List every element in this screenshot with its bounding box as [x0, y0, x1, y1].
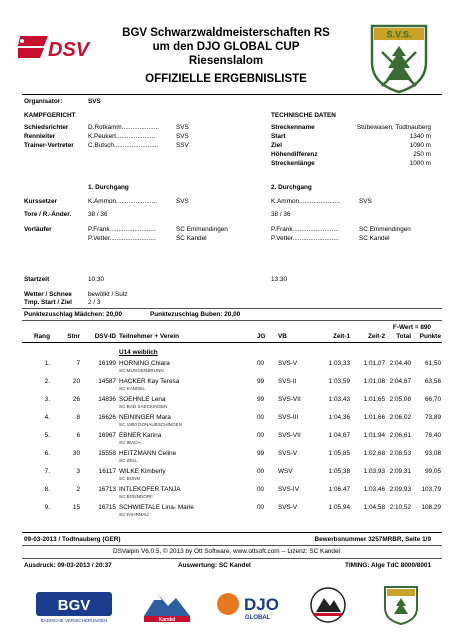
result-total: 2:09,31: [389, 468, 411, 475]
dsv-logo: [18, 32, 102, 66]
col-zeit1: Zeit-1: [332, 333, 350, 340]
result-dsv-id: 14836: [98, 396, 116, 403]
dsv-logo-text: DSV: [48, 39, 90, 61]
setter-label: Kurssetzer: [24, 198, 58, 205]
page-title-line-2: um den DJO GLOBAL CUP: [152, 41, 300, 53]
jury-name-race-director: K.Peukert......................: [88, 133, 156, 140]
tech-label-course-name: Streckenname: [271, 124, 315, 131]
kandel-logo-text: Kandel: [158, 617, 176, 623]
result-vb: SVS-II: [278, 378, 297, 385]
f-wert: F-Wert = 890: [392, 324, 431, 331]
result-club: SC 1900 DONAUESCHINGEN: [119, 421, 183, 427]
result-name: SCHWIETALE Lina- Marie: [119, 504, 194, 511]
page-title-line-1: BGV Schwarzwaldmeisterschaften RS: [122, 27, 330, 39]
footer-evaluation: Auswertung: SC Kandel: [178, 562, 251, 569]
footer-timing: TIMING: Alge TdC 8000/8001: [344, 562, 431, 569]
setter2-club: SVS: [359, 198, 372, 205]
result-rang: 2.: [44, 378, 50, 385]
tech-label-start: Start: [271, 133, 286, 140]
result-rang: 8.: [44, 486, 50, 493]
tech-value-vertical-drop: 250 m: [413, 151, 431, 158]
forerunner1-club-2: SC Kandel: [176, 235, 207, 242]
result-vb: SVS-V: [278, 504, 298, 511]
result-zeit2: 1:01,08: [363, 378, 385, 385]
jury-label-trainer-rep: Trainer-Vertreter: [24, 142, 74, 149]
result-jg: 99: [257, 450, 265, 457]
result-punkte: 93,08: [425, 450, 441, 457]
result-club: SC KANDEL: [119, 385, 146, 391]
result-vb: SVS-III: [278, 414, 299, 421]
forerunner2-name-1: P.Frank..........................: [271, 226, 339, 233]
jury-club-race-director: SVS: [176, 133, 189, 140]
result-zeit1: 1:04,67: [328, 432, 350, 439]
result-punkte: 78,40: [425, 432, 441, 439]
result-zeit2: 1:04,58: [363, 504, 385, 511]
setter1-name: K.Ammon.......................: [88, 198, 157, 205]
result-jg: 00: [257, 504, 265, 511]
result-stnr: 15: [72, 504, 80, 511]
bgv-logo-text: BGV: [57, 597, 91, 614]
forerunner2-club-1: SC Emmendingen: [359, 226, 411, 233]
result-total: 2:04,40: [389, 360, 411, 367]
start-time-label: Startzeit: [24, 276, 50, 283]
result-jg: 00: [257, 486, 265, 493]
result-dsv-id: 15558: [98, 450, 116, 457]
result-punkte: 108,29: [421, 504, 441, 511]
result-total: 2:09,93: [389, 486, 411, 493]
result-zeit2: 1:01,07: [363, 360, 385, 367]
result-jg: 99: [257, 378, 265, 385]
col-rang: Rang: [34, 333, 50, 340]
result-dsv-id: 14587: [98, 378, 116, 385]
jury-heading: KAMPFGERICHT: [24, 112, 76, 119]
result-punkte: 99,05: [425, 468, 441, 475]
result-zeit1: 1:03,43: [328, 396, 350, 403]
result-dsv-id: 16715: [98, 504, 116, 511]
weather-value: bewölkt / Sulz: [88, 291, 128, 298]
svs-crest-small-logo: [382, 584, 420, 626]
result-punkte: 103,79: [421, 486, 441, 493]
gates-label: Tore / R.-Änder.: [24, 211, 72, 218]
result-punkte: 66,70: [425, 396, 441, 403]
tech-value-course-length: 1000 m: [409, 160, 431, 167]
run2-heading: 2. Durchgang: [271, 184, 312, 191]
kandel-logo: [140, 586, 194, 624]
result-vb: SVS-VII: [278, 432, 301, 439]
result-name: HEITZMANN Celine: [119, 450, 177, 457]
result-zeit1: 1:03,33: [328, 360, 350, 367]
result-rang: 9.: [44, 504, 50, 511]
result-total: 2:06,61: [389, 432, 411, 439]
result-zeit1: 1:05,38: [328, 468, 350, 475]
result-stnr: 6: [76, 432, 80, 439]
result-zeit1: 1:05,85: [328, 450, 350, 457]
result-vb: SVS-VII: [278, 396, 301, 403]
result-total: 2:06,02: [389, 414, 411, 421]
result-total: 2:04,67: [389, 378, 411, 385]
result-punkte: 63,56: [425, 378, 441, 385]
result-total: 2:05,08: [389, 396, 411, 403]
result-vb: SVS-V: [278, 360, 298, 367]
djo-logo-subtext: GLOBAL: [245, 615, 271, 621]
tech-label-finish: Ziel: [271, 142, 283, 149]
result-name: INTLEKOFER TANJA: [119, 486, 181, 493]
start-time-run1: 10:30: [88, 276, 104, 283]
result-name: SOEHNLE Lena: [119, 396, 166, 403]
result-club: SC BAD SAECKINGEN: [119, 403, 168, 409]
result-dsv-id: 16117: [98, 468, 116, 475]
weather-label: Wetter / Schnee: [24, 291, 72, 298]
result-rang: 1.: [44, 360, 50, 367]
tech-heading: TECHNISCHE DATEN: [271, 112, 336, 119]
result-zeit1: 1:06,47: [328, 486, 350, 493]
result-punkte: 73,89: [425, 414, 441, 421]
forerunner2-name-2: P.Vetter..........................: [271, 235, 339, 242]
bgv-logo-subtext: BADISCHE VERSICHERUNGEN: [40, 618, 108, 623]
forerunner1-name-1: P.Frank..........................: [88, 226, 156, 233]
penalty-boys: Punktezuschlag Buben: 20,00: [150, 311, 241, 318]
result-name: WILKE Kimberly: [119, 468, 166, 475]
result-stnr: 2: [76, 486, 80, 493]
result-club: SC IBACH: [119, 439, 141, 445]
result-jg: 00: [257, 414, 265, 421]
gates-run2: 38 / 36: [271, 211, 291, 218]
result-name: HORNING Chiara: [119, 360, 170, 367]
forerunner1-club-1: SC Emmendingen: [176, 226, 228, 233]
footer-date-location: 09-03-2013 / Todtnauberg (GER): [24, 536, 121, 543]
category-heading: U14 weiblich: [119, 349, 158, 356]
result-zeit2: 1:03,93: [363, 468, 385, 475]
result-jg: 99: [257, 396, 265, 403]
result-zeit2: 1:01,66: [363, 414, 385, 421]
organizer-value: SVS: [88, 98, 101, 105]
col-zeit2: Zeit-2: [367, 333, 385, 340]
result-dsv-id: 16199: [98, 360, 116, 367]
page-title-line-3: Riesenslalom: [188, 55, 264, 67]
organizer-label: Organisator:: [24, 98, 63, 105]
result-rang: 5.: [44, 432, 50, 439]
jury-name-trainer-rep: C.Butsch.........................: [88, 142, 159, 149]
jury-label-race-director: Rennleiter: [24, 133, 56, 140]
svs-logo-text: S.V.S.: [386, 29, 412, 40]
bgv-logo: [34, 588, 114, 624]
penalty-girls: Punktezuschlag Mädchen: 20,00: [24, 311, 123, 318]
result-club: SC ZELL: [119, 457, 138, 463]
result-zeit1: 1:04,36: [328, 414, 350, 421]
footer-print-date: Ausdruck: 09-03-2013 / 20:37: [24, 562, 112, 569]
result-rang: 3.: [44, 396, 50, 403]
col-stnr: Stnr: [67, 333, 80, 340]
result-club: SC MUGGENBRUNN: [119, 367, 164, 373]
result-vb: WSV: [278, 468, 293, 475]
result-club: SC BONN: [119, 475, 140, 481]
djo-global-logo: [214, 588, 298, 622]
result-jg: 00: [257, 468, 265, 475]
col-jg: JG: [257, 333, 266, 340]
djo-logo-text: DJO: [244, 595, 279, 614]
gates-run1: 38 / 36: [88, 211, 108, 218]
result-vb: SVS-IV: [278, 486, 299, 493]
footer-event-number: Bewerbsnummer 3257MRBR, Seite 1/9: [314, 536, 431, 543]
result-stnr: 3: [76, 468, 80, 475]
jury-label-referee: Schiedsrichter: [24, 124, 69, 131]
result-dsv-id: 16626: [98, 414, 116, 421]
col-dsv-id: DSV-ID: [94, 333, 116, 340]
ski-club-emblem-logo: [308, 586, 348, 624]
result-zeit2: 1:01,65: [363, 396, 385, 403]
result-zeit1: 1:05,94: [328, 504, 350, 511]
temperature-value: 2 / 3: [88, 299, 101, 306]
result-name: HACKER Kay Teresa: [119, 378, 180, 385]
tech-value-finish: 1090 m: [409, 142, 431, 149]
result-club: SC FAHRNAU: [119, 511, 149, 517]
temperature-label: Tmp. Start / Ziel: [24, 299, 72, 306]
result-stnr: 26: [72, 396, 80, 403]
result-rang: 7.: [44, 468, 50, 475]
result-total: 2:08,53: [389, 450, 411, 457]
page-title-line-4: OFFIZIELLE ERGEBNISLISTE: [145, 73, 307, 85]
result-stnr: 7: [76, 360, 80, 367]
result-rang: 6.: [44, 450, 50, 457]
start-time-run2: 13:30: [271, 276, 287, 283]
result-dsv-id: 16713: [98, 486, 116, 493]
result-punkte: 61,50: [425, 360, 441, 367]
result-stnr: 8: [76, 414, 80, 421]
setter2-name: K.Ammon.......................: [271, 198, 340, 205]
result-total: 2:10,52: [389, 504, 411, 511]
result-zeit1: 1:03,59: [328, 378, 350, 385]
forerunner2-club-2: SC Kandel: [359, 235, 390, 242]
col-participant: Teilnehmer + Verein: [119, 333, 180, 340]
setter1-club: SVS: [176, 198, 189, 205]
tech-label-course-length: Streckenlänge: [271, 160, 315, 167]
jury-name-referee: D.Rotkamm.....................: [88, 124, 160, 131]
result-stnr: 20: [72, 378, 80, 385]
result-club: SC BONNDORF: [119, 493, 153, 499]
forerunner-label: Vorläufer: [24, 226, 52, 233]
jury-club-referee: SVS: [176, 124, 189, 131]
result-stnr: 30: [72, 450, 80, 457]
result-zeit2: 1:03,46: [363, 486, 385, 493]
result-zeit2: 1:01,94: [363, 432, 385, 439]
result-rang: 4.: [44, 414, 50, 421]
run1-heading: 1. Durchgang: [88, 184, 129, 191]
jury-club-trainer-rep: SSV: [176, 142, 189, 149]
tech-value-start: 1340 m: [409, 133, 431, 140]
result-zeit2: 1:02,68: [363, 450, 385, 457]
result-vb: SVS-V: [278, 450, 298, 457]
forerunner1-name-2: P.Vetter..........................: [88, 235, 156, 242]
footer-software: DSValpin V6.0.5, © 2013 by Ott Software, www.ottsoft.com -- Lizenz: SC Kandel: [113, 548, 340, 555]
result-name: EBNER Karina: [119, 432, 162, 439]
result-dsv-id: 16967: [98, 432, 116, 439]
tech-value-course-name: Stübewasen, Todtnauberg: [356, 124, 431, 131]
result-jg: 00: [257, 360, 265, 367]
svs-crest-logo: [368, 22, 430, 94]
result-jg: 00: [257, 432, 265, 439]
col-punkte: Punkte: [419, 333, 441, 340]
col-vb: VB: [278, 333, 287, 340]
col-total: Total: [396, 333, 411, 340]
result-name: NEININGER Mara: [119, 414, 171, 421]
tech-label-vertical-drop: Höhendifferenz: [271, 151, 318, 158]
